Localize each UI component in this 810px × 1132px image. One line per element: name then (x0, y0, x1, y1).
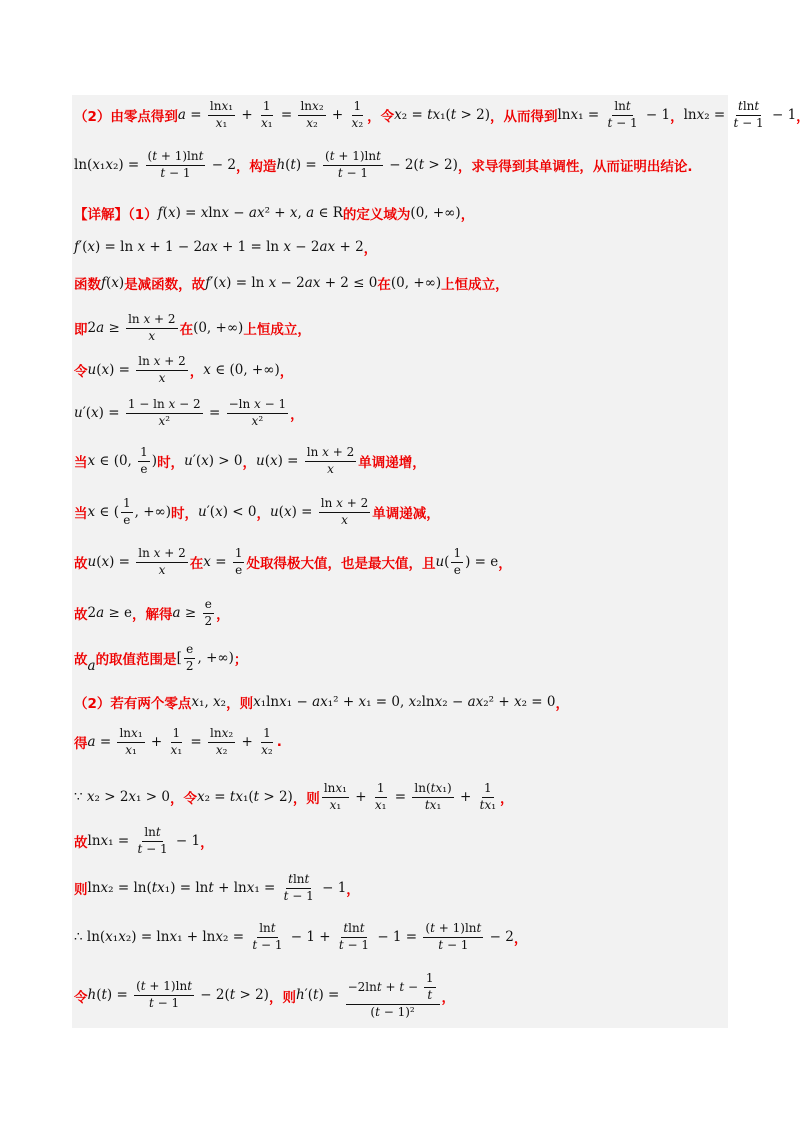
line-8 (74, 398, 304, 429)
text-segment: ， (189, 364, 204, 381)
math-expression: lnx₂ = $\frac{tlnt}{t - 1}$ − 1 (683, 99, 797, 130)
line-4 (74, 237, 377, 257)
text-segment: 当 (74, 506, 88, 523)
math-expression: [ $\frac{e}{2}$ , +∞) (176, 642, 234, 673)
line-16 (74, 782, 514, 813)
text-segment: 令 (74, 989, 88, 1006)
text-segment: ，则 (292, 791, 320, 808)
text-segment: 是减函数，故 (124, 277, 206, 293)
text-segment: ， (363, 241, 378, 257)
line-17 (74, 826, 214, 857)
text-segment: ， (498, 556, 512, 573)
math-expression: ln(x₁x₂) = $\frac{(t + 1)\ln t}{t - 1}$ − 2 (74, 149, 236, 180)
math-expression: u( $\frac{1}{e}$ ) = e (435, 546, 499, 577)
math-expression: x₁lnx₁ − ax₁² + x₁ = 0, x₂lnx₂ − ax₂² + x₂ = 0 (253, 694, 556, 710)
line-9 (74, 446, 426, 477)
line-11 (74, 547, 512, 578)
math-expression: 2a ≥ $\frac{\text{ln x + 2}}{x}$ (87, 312, 176, 343)
text-segment: ，令 (367, 109, 395, 126)
text-segment: 函数 (74, 277, 101, 293)
math-expression: f(x) = xlnx − ax² + x, a ∈ R (157, 205, 343, 221)
text-segment: 在 (179, 322, 194, 339)
text-segment: ， (256, 506, 270, 523)
math-expression: $\frac{\text{lnx₁}}{\text{x₁}}$ + $\frac{1}{\text{x₁}}$ = $\frac{\text{ln(tx₁)}}{\text{tx₁}}$ + $\frac{1}{\text{tx₁}}$ (323, 781, 497, 812)
math-expression: a = $\frac{\text{lnx₁}}{\text{x₁}}$ + $\frac{1}{\text{x₁}}$ = $\frac{\text{lnx₂}}{\text{x₂}}$ + $\frac{1}{\text{x₂}}$ (177, 99, 364, 130)
math-variable: a (87, 658, 96, 675)
line-13 (74, 643, 247, 674)
math-expression: ∴ ln(x₁x₂) = lnx₁ + lnx₂ = $\frac{\ln t}{t - 1}$ − 1 + $\frac{tlnt}{t - 1}$ − 1 = $\frac{(t + 1)\ln t}{t - 1}$ − 2 (74, 921, 514, 952)
math-expression: (0, +∞) (193, 320, 244, 337)
text-segment: ，解得 (132, 607, 173, 624)
text-segment: ， (670, 109, 684, 126)
text-segment: ， (555, 696, 569, 712)
text-segment: 处取得极大值，也是最大值，且 (246, 556, 436, 573)
math-expression: lnx₂ = ln(tx₁) = lnt + lnx₁ = $\frac{tlnt}{t - 1}$ − 1 (87, 872, 347, 903)
math-expression: a ≥ $\frac{e}{2}$ (172, 597, 213, 628)
text-segment: 上恒成立， (441, 277, 509, 293)
line-10 (74, 497, 440, 528)
text-segment: ， (346, 882, 360, 899)
math-expression: x ∈ (0, +∞) (203, 362, 280, 379)
line-1 (74, 100, 810, 131)
math-expression: f′(x) = ln x + 1 − 2ax + 1 = ln x − 2ax + 2 (74, 239, 364, 255)
text-segment: 故 (74, 556, 88, 573)
text-segment: 【详解】（1） (74, 207, 158, 223)
text-segment: 上恒成立， (243, 322, 311, 339)
math-expression: x ∈ ( $\frac{1}{e}$ , +∞) (87, 496, 172, 527)
line-6 (74, 313, 311, 344)
line-19 (74, 922, 527, 953)
text-segment: 即 (74, 322, 88, 339)
text-segment: ， (513, 931, 528, 948)
text-segment: 时， (171, 506, 199, 523)
math-expression: h(t) = $\frac{(t + 1)\ln t}{t - 1}$ − 2(t > 2) (276, 149, 458, 180)
text-segment: ， (290, 407, 304, 424)
text-segment: ， (216, 607, 230, 624)
math-expression: ∵ x₂ > 2x₁ > 0 (74, 789, 170, 806)
line-20 (74, 972, 455, 1019)
math-expression: u′(x) < 0 (198, 504, 257, 521)
math-expression: 2a ≥ e (87, 605, 133, 622)
math-expression: u(x) = $\frac{\text{ln x + 2}}{x}$ (87, 354, 186, 385)
math-expression: u′(x) = $\frac{\text{1 − ln x − 2}}{\text{x²}}$ = $\frac{\text{−ln x − 1}}{\text{x²}}$ (74, 397, 287, 428)
math-expression: f(x) (101, 275, 125, 291)
text-segment: ， (796, 109, 810, 126)
line-15 (74, 727, 282, 758)
math-expression: u(x) = $\frac{\text{ln x + 2}}{x}$ (87, 546, 186, 577)
text-segment: ， (279, 364, 294, 381)
math-expression (88, 658, 96, 674)
math-expression: u(x) = $\frac{\text{ln x + 2}}{x}$ (255, 445, 355, 476)
text-segment: 当 (74, 455, 88, 472)
math-expression: a = $\frac{\text{lnx₁}}{\text{x₁}}$ + $\frac{1}{\text{x₁}}$ = $\frac{\text{lnx₂}}{\text{x₂}}$ + $\frac{1}{\text{x₂}}$ (87, 726, 273, 757)
text-segment: ，令 (169, 791, 197, 808)
text-segment: （2）由零点得到 (74, 109, 178, 126)
math-expression: h(t) = $\frac{(t + 1)\ln t}{t - 1}$ − 2(t > 2) (87, 979, 269, 1011)
text-segment: （2）若有两个零点 (74, 696, 192, 712)
math-expression: h′(t) = −2lnt + t − $\frac{1}{t}$ (t − 1)² (296, 972, 442, 1019)
math-expression: (0, +∞) (390, 275, 442, 291)
line-12 (74, 598, 230, 629)
text-segment: ； (233, 652, 248, 669)
math-expression: x₂ = tx₁(t > 2) (196, 789, 293, 806)
text-segment: ，则 (226, 696, 254, 712)
line-3 (74, 203, 474, 223)
math-expression: u(x) = $\frac{\text{ln x + 2}}{x}$ (269, 496, 369, 527)
text-segment: 故 (74, 835, 88, 852)
math-expression: x₁, x₂ (191, 694, 227, 710)
text-segment: ，从而得到 (489, 109, 558, 126)
text-segment: ， (500, 791, 514, 808)
text-segment: ， (200, 835, 214, 852)
math-expression: u′(x) > 0 (184, 453, 243, 470)
math-expression: f′(x) = ln x − 2ax + 2 ≤ 0 (205, 275, 378, 291)
line-7 (74, 355, 293, 386)
text-segment: 则 (74, 882, 88, 899)
text-segment: ，则 (268, 989, 296, 1006)
text-segment: 时， (157, 455, 185, 472)
math-expression: x = $\frac{1}{e}$ (203, 546, 243, 577)
text-segment: 得 (74, 736, 88, 753)
text-segment: ， (441, 989, 456, 1006)
line-18 (74, 873, 360, 904)
math-expression: (0, +∞) (410, 205, 461, 221)
text-segment: 在 (189, 556, 204, 573)
text-segment: 令 (74, 364, 88, 381)
math-expression: lnx₁ = $\frac{\ln t}{t - 1}$ − 1 (87, 825, 201, 856)
text-segment: 单调递增， (358, 455, 426, 472)
math-expression: x₂ = tx₁(t > 2) (394, 107, 490, 124)
math-expression: x ∈ (0, $\frac{1}{e}$ ) (87, 445, 158, 476)
text-segment: 的取值范围是 (95, 652, 177, 669)
text-segment: 在 (377, 277, 391, 293)
line-2 (74, 150, 693, 181)
text-segment: 的定义域为 (342, 207, 411, 223)
text-segment: 故 (74, 607, 88, 624)
line-14 (74, 692, 569, 712)
math-expression: lnx₁ = $\frac{\ln t}{t - 1}$ − 1 (557, 99, 671, 130)
text-segment: 故 (74, 652, 88, 669)
text-segment: . (276, 734, 282, 751)
text-segment: ，构造 (235, 159, 277, 176)
text-segment: ，求导得到其单调性，从而证明出结论. (457, 159, 693, 176)
text-segment: ， (242, 455, 256, 472)
text-segment: 单调递减， (372, 506, 440, 523)
line-5 (74, 273, 509, 293)
text-segment: ， (460, 207, 475, 223)
